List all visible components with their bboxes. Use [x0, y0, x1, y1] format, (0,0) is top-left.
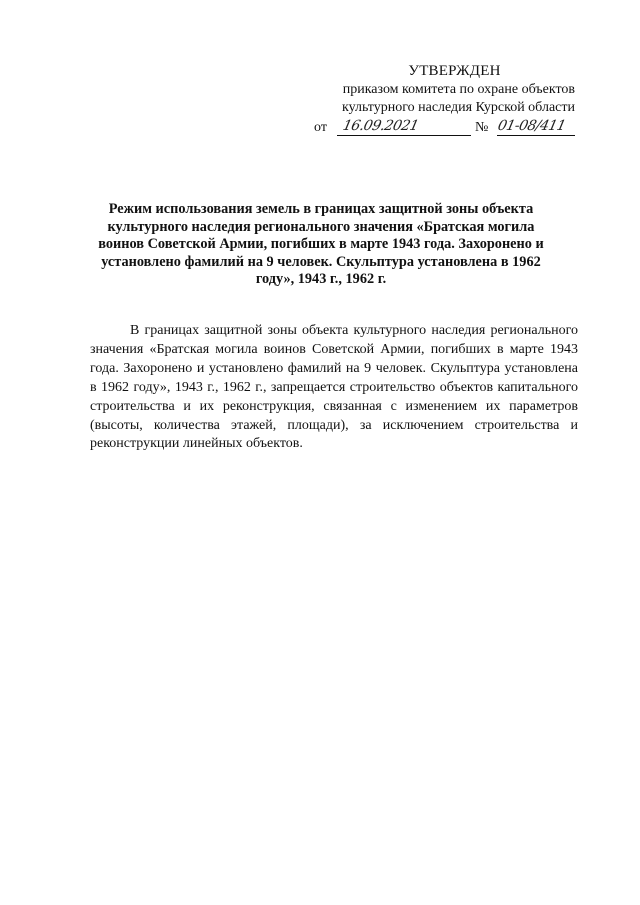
handwritten-date: 16.09.2021 — [341, 118, 420, 134]
approval-block — [310, 62, 585, 138]
body-paragraph: В границах защитной зоны объекта культурного наследия регионального значения «Братская могила воинов Советской Армии, погибших в марте 1943 года. Захоронено и установлено фамилий на 9 человек. Скульптура установлена в 1962 году», 1943 г., 1962 г., запрещается строительство объектов капитального строительства и их реконструкция, связанная с изменением их параметров (высоты, количества этажей, площади), за исключением строительства и реконструкции линейных объектов. — [90, 323, 578, 452]
approval-date-number-line — [310, 118, 585, 138]
document-heading: Режим использования земель в границах защитной зоны объекта культурного наследия регионального значения «Братская могила воинов Советской Армии, погибших в марте 1943 года. Захоронено и установлено фамилий на 9 человек. Скульптура установлена в 1962 году», 1943 г., 1962 г. — [98, 201, 544, 288]
number-label: № — [475, 120, 489, 135]
approval-order-line: приказом комитета по охране объектов — [342, 82, 575, 97]
handwritten-number: 01-08/411 — [496, 118, 568, 134]
date-label: от — [314, 120, 327, 135]
approval-authority-line: культурного наследия Курской области — [341, 100, 575, 115]
approval-title: УТВЕРЖДЕН — [408, 63, 501, 79]
number-field — [497, 118, 575, 136]
date-field — [337, 118, 471, 136]
